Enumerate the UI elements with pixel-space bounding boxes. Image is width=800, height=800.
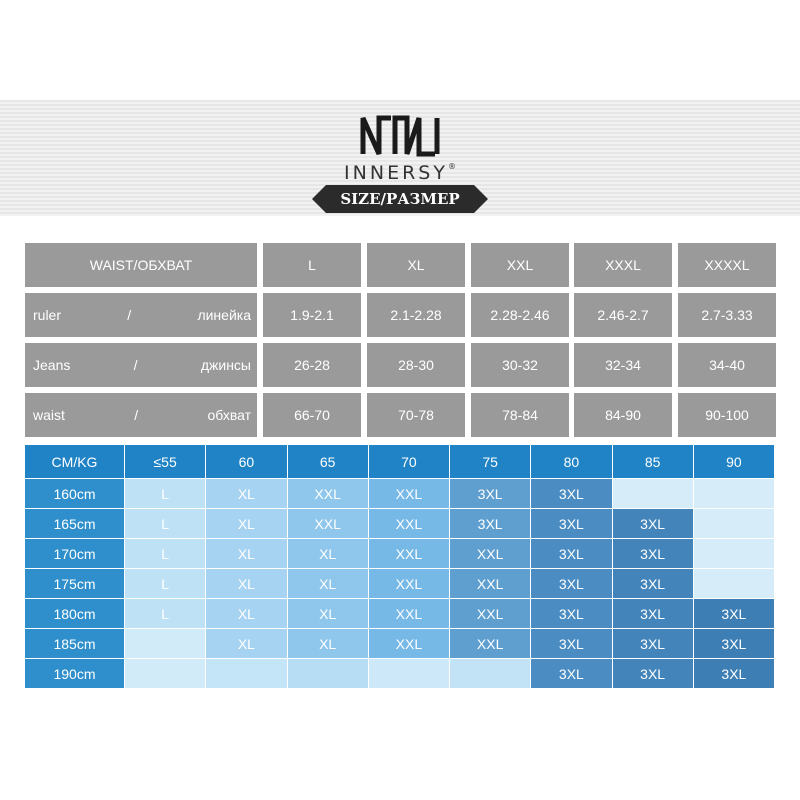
chart-empty-cell [694,479,775,509]
chart-size-cell: L [125,509,206,539]
chart-size-cell: XXL [450,569,531,599]
measure-row-label-sep: / [134,407,139,423]
chart-weight-header: 60 [206,445,287,479]
measure-row-label-sep: / [127,307,132,323]
chart-size-cell: XL [206,539,287,569]
chart-empty-cell [613,479,694,509]
chart-height-label: 160cm [25,479,125,509]
chart-weight-header: 80 [531,445,612,479]
chart-height-label: 190cm [25,659,125,689]
chart-size-cell: XXL [288,479,369,509]
measure-size-header: XXL [471,243,569,287]
chart-size-cell: XXL [450,599,531,629]
chart-size-cell: 3XL [613,599,694,629]
chart-size-cell: XXL [450,539,531,569]
measure-row-label [25,293,257,337]
measure-value-cell: 84-90 [574,393,672,437]
measure-value-cell: 1.9-2.1 [263,293,361,337]
chart-size-cell: 3XL [450,509,531,539]
chart-empty-cell [125,659,206,689]
chart-size-cell: 3XL [613,569,694,599]
chart-size-cell: L [125,569,206,599]
chart-weight-header: 90 [694,445,775,479]
chart-height-label: 165cm [25,509,125,539]
chart-empty-cell [694,569,775,599]
chart-size-cell: XXL [369,569,450,599]
chart-size-cell: 3XL [531,539,612,569]
chart-empty-cell [694,539,775,569]
chart-weight-header: ≤55 [125,445,206,479]
chart-weight-header: 70 [369,445,450,479]
chart-size-cell: XXL [288,509,369,539]
measure-row-label-ru: обхват [207,407,251,423]
chart-size-cell: 3XL [613,539,694,569]
measure-row-label-en: Jeans [33,357,71,373]
chart-size-cell: XXL [369,509,450,539]
chart-size-cell: 3XL [531,629,612,659]
measure-size-header: L [263,243,361,287]
size-chart [25,445,775,689]
measure-value-cell: 70-78 [367,393,465,437]
size-badge-label: SIZE/РАЗМЕР [340,190,460,208]
measure-size-header: XL [367,243,465,287]
chart-weight-header: 75 [450,445,531,479]
chart-height-label: 180cm [25,599,125,629]
chart-empty-cell [288,659,369,689]
chart-size-cell: XL [288,629,369,659]
measure-value-cell: 2.28-2.46 [471,293,569,337]
measure-row-label-en: waist [33,407,65,423]
chart-size-cell: 3XL [694,659,775,689]
chart-size-cell: XL [206,569,287,599]
measure-value-cell: 30-32 [471,343,569,387]
measure-corner-label: WAIST/ОБХВАТ [25,243,257,287]
measure-row-label-ru: джинсы [200,357,251,373]
measure-value-cell: 34-40 [678,343,776,387]
chart-size-cell: 3XL [531,569,612,599]
chart-size-cell: 3XL [450,479,531,509]
measure-value-cell: 32-34 [574,343,672,387]
chart-size-cell: 3XL [531,479,612,509]
measure-value-cell: 2.7-3.33 [678,293,776,337]
chart-empty-cell [694,509,775,539]
size-badge [312,185,488,213]
chart-size-cell: 3XL [531,509,612,539]
chart-size-cell: XXL [369,599,450,629]
measure-value-cell: 78-84 [471,393,569,437]
measure-row-label-en: ruler [33,307,62,323]
measure-value-cell: 2.1-2.28 [367,293,465,337]
chart-size-cell: L [125,539,206,569]
measure-row-label [25,343,257,387]
chart-size-cell: 3XL [613,629,694,659]
chart-size-cell: 3XL [694,599,775,629]
measure-row-label-sep: / [133,357,138,373]
chart-size-cell: XXL [369,479,450,509]
chart-size-cell: 3XL [531,599,612,629]
chart-corner-label: CM/KG [25,445,125,479]
measure-value-cell: 66-70 [263,393,361,437]
chart-size-cell: XL [288,539,369,569]
measure-value-cell: 28-30 [367,343,465,387]
chart-height-label: 170cm [25,539,125,569]
logo-mark-icon [355,110,445,160]
measure-value-cell: 2.46-2.7 [574,293,672,337]
chart-empty-cell [450,659,531,689]
chart-size-cell: 3XL [694,629,775,659]
chart-size-cell: XXL [450,629,531,659]
chart-size-cell: L [125,599,206,629]
chart-empty-cell [206,659,287,689]
chart-size-cell: L [125,479,206,509]
chart-size-cell: XXL [369,539,450,569]
chart-size-cell: 3XL [613,509,694,539]
chart-size-cell: XL [206,479,287,509]
measure-row-label [25,393,257,437]
chart-height-label: 185cm [25,629,125,659]
chart-weight-header: 65 [288,445,369,479]
chart-size-cell: XL [288,569,369,599]
measure-value-cell: 26-28 [263,343,361,387]
measure-value-cell: 90-100 [678,393,776,437]
chart-size-cell: 3XL [613,659,694,689]
measure-row-label-ru: линейка [197,307,251,323]
chart-size-cell: XXL [369,629,450,659]
measure-size-header: XXXL [574,243,672,287]
chart-weight-header: 85 [613,445,694,479]
chart-empty-cell [369,659,450,689]
chart-height-label: 175cm [25,569,125,599]
chart-size-cell: XL [206,599,287,629]
chart-size-cell: XL [206,629,287,659]
chart-empty-cell [125,629,206,659]
chart-size-cell: XL [206,509,287,539]
chart-size-cell: XL [288,599,369,629]
brand-name: INNERSY® [344,162,456,184]
measure-size-header: XXXXL [678,243,776,287]
chart-size-cell: 3XL [531,659,612,689]
